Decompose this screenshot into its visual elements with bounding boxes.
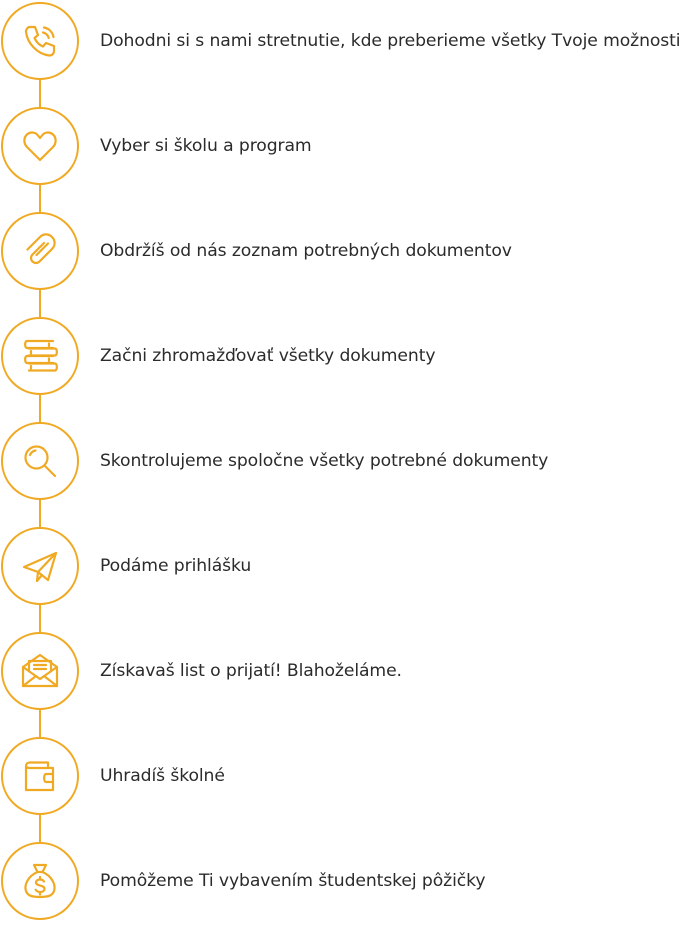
step-label: Vyber si školu a program xyxy=(100,136,312,156)
timeline-step-2 xyxy=(0,106,696,186)
books-icon xyxy=(18,334,62,378)
timeline-step-4 xyxy=(0,316,696,396)
step-label: Skontrolujeme spoločne všetky potrebné dokumenty xyxy=(100,451,549,471)
step-icon-circle xyxy=(1,2,79,80)
wallet-icon xyxy=(18,754,62,798)
step-icon-circle xyxy=(1,422,79,500)
step-label: Podáme prihlášku xyxy=(100,556,252,576)
search-icon xyxy=(18,439,62,483)
heart-icon xyxy=(18,124,62,168)
timeline-step-7 xyxy=(0,631,696,711)
timeline-step-8 xyxy=(0,736,696,816)
phone-icon xyxy=(18,19,62,63)
money-bag-icon xyxy=(18,859,62,903)
step-label: Obdržíš od nás zoznam potrebných dokumentov xyxy=(100,241,512,261)
step-label: Dohodni si s nami stretnutie, kde preberieme všetky Tvoje možnosti xyxy=(100,31,681,51)
step-label: Začni zhromažďovať všetky dokumenty xyxy=(100,346,436,366)
timeline-step-1 xyxy=(0,1,696,81)
timeline-step-9 xyxy=(0,841,696,921)
step-icon-circle xyxy=(1,842,79,920)
timeline-step-6 xyxy=(0,526,696,606)
step-icon-circle xyxy=(1,212,79,290)
paper-plane-icon xyxy=(18,544,62,588)
timeline-step-5 xyxy=(0,421,696,501)
step-icon-circle xyxy=(1,317,79,395)
step-icon-circle xyxy=(1,632,79,710)
step-icon-circle xyxy=(1,527,79,605)
step-icon-circle xyxy=(1,737,79,815)
step-label: Pomôžeme Ti vybavením študentskej pôžičky xyxy=(100,871,486,891)
envelope-letter-icon xyxy=(18,649,62,693)
step-icon-circle xyxy=(1,107,79,185)
timeline-step-3 xyxy=(0,211,696,291)
step-label: Získavaš list o prijatí! Blahoželáme. xyxy=(100,661,402,681)
paperclip-icon xyxy=(18,229,62,273)
step-label: Uhradíš školné xyxy=(100,766,225,786)
